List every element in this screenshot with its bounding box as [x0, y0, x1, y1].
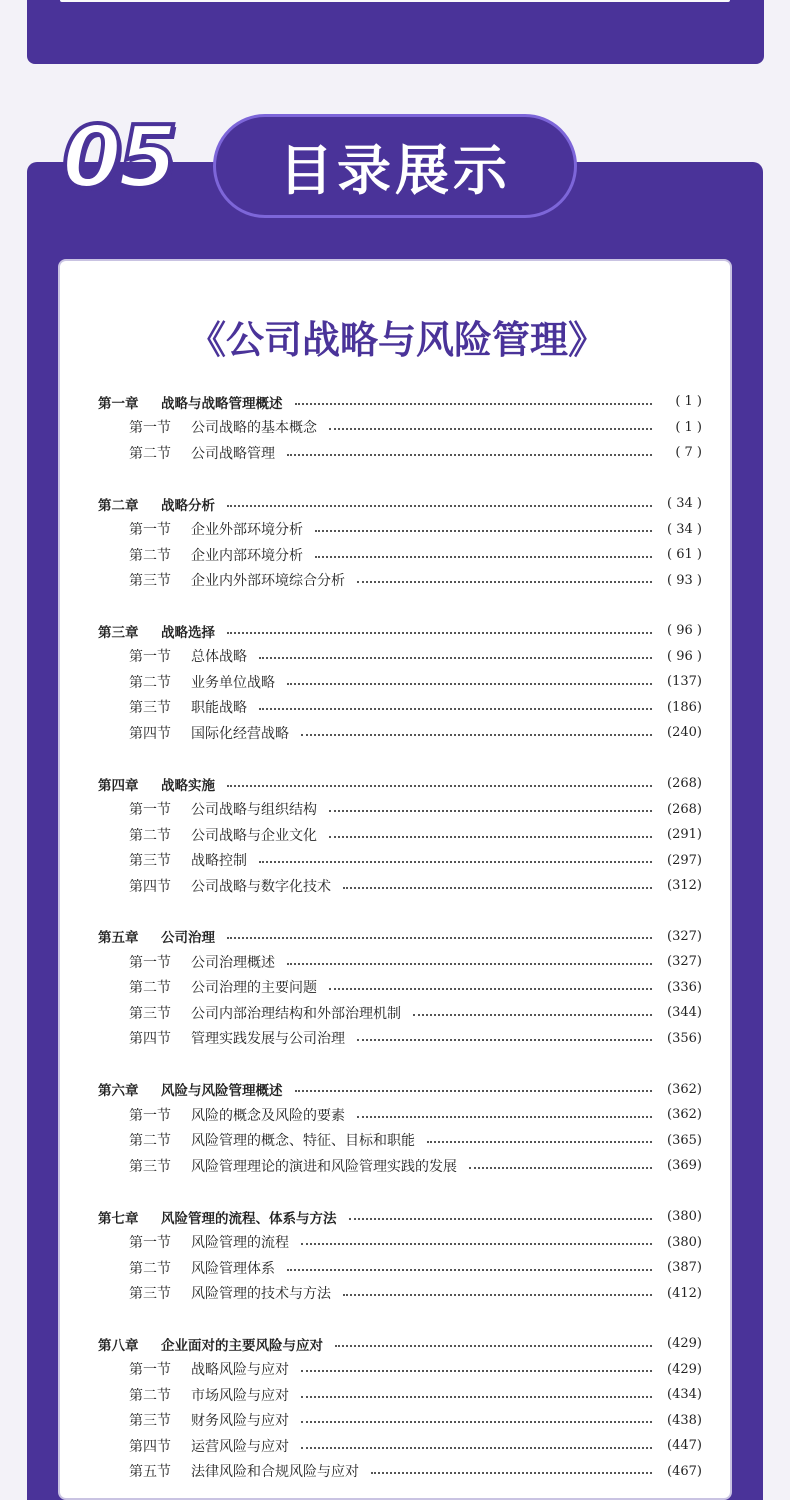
toc-number: 第三节	[129, 1158, 171, 1175]
toc-leader-dots	[227, 505, 652, 507]
section-number: 05	[62, 108, 174, 208]
toc-page: ( 1 )	[675, 419, 702, 435]
toc-leader-dots	[259, 861, 652, 863]
toc-number: 第三节	[129, 573, 171, 590]
toc-page: (434)	[667, 1387, 702, 1403]
section-title: 目录展示	[279, 138, 511, 202]
toc-title: 风险管理的流程、体系与方法	[161, 1210, 337, 1227]
toc-number: 第一节	[129, 1107, 171, 1124]
toc-chapter-row[interactable]	[98, 771, 702, 797]
toc-number: 第五章	[98, 930, 139, 947]
toc-title: 企业内外部环境综合分析	[191, 573, 345, 590]
toc-number: 第二章	[98, 497, 139, 514]
toc-section-row[interactable]	[98, 1459, 702, 1485]
toc-number: 第三节	[129, 1413, 171, 1430]
toc-number: 第三节	[129, 1286, 171, 1303]
toc-leader-dots	[259, 657, 652, 659]
toc-leader-dots	[343, 1294, 652, 1296]
toc-leader-dots	[329, 810, 652, 812]
toc-page: ( 7 )	[675, 445, 702, 461]
toc-section-row[interactable]	[98, 1000, 702, 1026]
toc-section-row[interactable]	[98, 1127, 702, 1153]
toc-title: 企业外部环境分析	[191, 522, 303, 539]
toc-number: 第四章	[98, 777, 139, 794]
toc-section-row[interactable]	[98, 695, 702, 721]
toc-chapter-row[interactable]	[98, 618, 702, 644]
toc-leader-dots	[301, 1396, 652, 1398]
toc-page: ( 96 )	[667, 648, 702, 664]
toc-chapter-row[interactable]	[98, 924, 702, 950]
toc-page: (429)	[667, 1361, 702, 1377]
toc-number: 第一章	[98, 395, 139, 412]
toc-page: (312)	[667, 878, 702, 894]
toc-page: (297)	[667, 852, 702, 868]
toc-leader-dots	[295, 403, 653, 405]
toc-page: (344)	[667, 1005, 702, 1021]
toc-title: 公司治理的主要问题	[191, 980, 317, 997]
toc-section-row[interactable]	[98, 1153, 702, 1179]
toc-number: 第二节	[129, 1260, 171, 1277]
toc-title: 风险管理的概念、特征、目标和职能	[191, 1133, 415, 1150]
toc-number: 第二节	[129, 445, 171, 462]
toc-number: 第四节	[129, 1031, 171, 1048]
toc-leader-dots	[259, 708, 652, 710]
toc-page: (365)	[667, 1132, 702, 1148]
toc-section-row[interactable]	[98, 1382, 702, 1408]
toc-section-row[interactable]	[98, 949, 702, 975]
toc-leader-dots	[349, 1218, 653, 1220]
toc-title: 总体战略	[191, 649, 247, 666]
toc-number: 第二节	[129, 1387, 171, 1404]
toc-section-row[interactable]	[98, 1433, 702, 1459]
toc-title: 业务单位战略	[191, 674, 275, 691]
toc-leader-dots	[301, 734, 652, 736]
toc-title: 市场风险与应对	[191, 1387, 289, 1404]
toc-chapter	[98, 924, 702, 1052]
toc-number: 第三节	[129, 700, 171, 717]
toc-title: 公司治理概述	[191, 954, 275, 971]
toc-number: 第二节	[129, 827, 171, 844]
toc-number: 第五节	[129, 1464, 171, 1481]
toc-number: 第二节	[129, 547, 171, 564]
toc-number: 第二节	[129, 674, 171, 691]
toc-number: 第六章	[98, 1083, 139, 1100]
toc-title: 风险管理的技术与方法	[191, 1286, 331, 1303]
toc-section-row[interactable]	[98, 720, 702, 746]
toc-leader-dots	[469, 1167, 652, 1169]
toc-title: 公司战略管理	[191, 445, 275, 462]
toc-title: 企业面对的主要风险与应对	[161, 1337, 323, 1354]
toc-section-row[interactable]	[98, 1255, 702, 1281]
toc-page: (327)	[667, 954, 702, 970]
toc-chapter-row[interactable]	[98, 389, 702, 415]
toc-page: ( 93 )	[667, 572, 702, 588]
toc-title: 职能战略	[191, 700, 247, 717]
toc-page: ( 34 )	[667, 496, 702, 512]
toc-title: 公司内部治理结构和外部治理机制	[191, 1005, 401, 1022]
toc-page: (369)	[667, 1158, 702, 1174]
toc-leader-dots	[227, 937, 652, 939]
toc-chapter	[98, 389, 702, 466]
toc-number: 第一节	[129, 1235, 171, 1252]
toc-page: (447)	[667, 1438, 702, 1454]
toc-title: 风险与风险管理概述	[161, 1083, 283, 1100]
table-of-contents	[98, 389, 702, 1500]
toc-chapter	[98, 1076, 702, 1178]
toc-section-row[interactable]	[98, 1102, 702, 1128]
toc-title: 公司战略与数字化技术	[191, 878, 331, 895]
toc-leader-dots	[301, 1421, 652, 1423]
toc-leader-dots	[301, 1447, 652, 1449]
book-title: 《公司战略与风险管理》	[187, 318, 606, 362]
toc-number: 第七章	[98, 1210, 139, 1227]
toc-page: (362)	[667, 1081, 702, 1097]
toc-page: (356)	[667, 1030, 702, 1046]
toc-section-row[interactable]	[98, 975, 702, 1001]
toc-page: (186)	[667, 699, 702, 715]
toc-number: 第二节	[129, 980, 171, 997]
content-card	[58, 259, 732, 1500]
toc-title: 风险管理理论的演进和风险管理实践的发展	[191, 1158, 457, 1175]
toc-leader-dots	[287, 454, 652, 456]
toc-page: (467)	[667, 1463, 702, 1479]
toc-page: (268)	[667, 776, 702, 792]
toc-section-row[interactable]	[98, 1026, 702, 1052]
toc-page: (438)	[667, 1412, 702, 1428]
toc-number: 第四节	[129, 1438, 171, 1455]
toc-title: 法律风险和合规风险与应对	[191, 1464, 359, 1481]
toc-chapter-row[interactable]	[98, 1076, 702, 1102]
toc-section-row[interactable]	[98, 1280, 702, 1306]
toc-section-row[interactable]	[98, 822, 702, 848]
toc-title: 管理实践发展与公司治理	[191, 1031, 345, 1048]
toc-page: (268)	[667, 801, 702, 817]
toc-leader-dots	[295, 1090, 653, 1092]
toc-section-row[interactable]	[98, 1408, 702, 1434]
toc-page: ( 1 )	[675, 394, 702, 410]
toc-number: 第四节	[129, 878, 171, 895]
toc-page: (362)	[667, 1107, 702, 1123]
toc-leader-dots	[413, 1014, 652, 1016]
top-banner-strip	[60, 0, 730, 2]
toc-number: 第三节	[129, 1005, 171, 1022]
toc-section-row[interactable]	[98, 1229, 702, 1255]
toc-title: 战略与战略管理概述	[161, 395, 283, 412]
toc-leader-dots	[329, 428, 652, 430]
toc-leader-dots	[357, 1039, 652, 1041]
toc-chapter-row[interactable]	[98, 1204, 702, 1230]
toc-leader-dots	[301, 1243, 652, 1245]
toc-leader-dots	[335, 1345, 652, 1347]
toc-title: 公司战略的基本概念	[191, 420, 317, 437]
toc-title: 财务风险与应对	[191, 1413, 289, 1430]
toc-section-row[interactable]	[98, 796, 702, 822]
toc-page: (429)	[667, 1336, 702, 1352]
toc-number: 第一节	[129, 522, 171, 539]
toc-section-row[interactable]	[98, 440, 702, 466]
toc-leader-dots	[287, 683, 652, 685]
toc-chapter	[98, 491, 702, 593]
toc-number: 第三节	[129, 853, 171, 870]
toc-page: (380)	[667, 1209, 702, 1225]
toc-section-row[interactable]	[98, 1357, 702, 1383]
toc-chapter	[98, 1204, 702, 1306]
toc-page: (240)	[667, 725, 702, 741]
toc-page: (137)	[667, 674, 702, 690]
toc-title: 运营风险与应对	[191, 1438, 289, 1455]
toc-page: ( 96 )	[667, 623, 702, 639]
toc-number: 第一节	[129, 420, 171, 437]
toc-title: 战略分析	[161, 497, 215, 514]
toc-page: (327)	[667, 928, 702, 944]
toc-title: 公司治理	[161, 930, 215, 947]
toc-leader-dots	[301, 1370, 652, 1372]
toc-leader-dots	[427, 1141, 652, 1143]
toc-title: 风险管理体系	[191, 1260, 275, 1277]
toc-chapter	[98, 1331, 702, 1484]
toc-title: 战略控制	[191, 853, 247, 870]
toc-number: 第四节	[129, 725, 171, 742]
toc-section-row[interactable]	[98, 542, 702, 568]
toc-title: 战略风险与应对	[191, 1362, 289, 1379]
toc-page: (387)	[667, 1260, 702, 1276]
toc-leader-dots	[287, 1269, 652, 1271]
top-banner	[27, 0, 764, 64]
toc-chapter-row[interactable]	[98, 491, 702, 517]
toc-leader-dots	[329, 836, 652, 838]
toc-leader-dots	[227, 785, 652, 787]
toc-page: (380)	[667, 1234, 702, 1250]
toc-chapter	[98, 618, 702, 746]
toc-chapter-row[interactable]	[98, 1331, 702, 1357]
toc-number: 第八章	[98, 1337, 139, 1354]
toc-page: ( 34 )	[667, 521, 702, 537]
toc-page: (336)	[667, 979, 702, 995]
toc-leader-dots	[315, 530, 652, 532]
toc-number: 第一节	[129, 1362, 171, 1379]
toc-title: 风险的概念及风险的要素	[191, 1107, 345, 1124]
toc-title: 战略实施	[161, 777, 215, 794]
toc-leader-dots	[371, 1472, 652, 1474]
toc-leader-dots	[343, 887, 652, 889]
toc-section-row[interactable]	[98, 567, 702, 593]
toc-leader-dots	[357, 1116, 652, 1118]
toc-section-row[interactable]	[98, 415, 702, 441]
toc-title: 风险管理的流程	[191, 1235, 289, 1252]
toc-title: 战略选择	[161, 624, 215, 641]
toc-leader-dots	[227, 632, 652, 634]
toc-section-row[interactable]	[98, 873, 702, 899]
toc-number: 第二节	[129, 1133, 171, 1150]
toc-leader-dots	[357, 581, 652, 583]
toc-leader-dots	[287, 963, 652, 965]
toc-page: ( 61 )	[667, 547, 702, 563]
toc-leader-dots	[329, 988, 652, 990]
toc-title: 公司战略与企业文化	[191, 827, 317, 844]
toc-title: 公司战略与组织结构	[191, 802, 317, 819]
section-title-pill	[213, 114, 577, 218]
toc-title: 企业内部环境分析	[191, 547, 303, 564]
toc-section-row[interactable]	[98, 644, 702, 670]
toc-leader-dots	[315, 556, 652, 558]
toc-section-row[interactable]	[98, 847, 702, 873]
toc-number: 第一节	[129, 802, 171, 819]
toc-number: 第一节	[129, 649, 171, 666]
toc-number: 第一节	[129, 954, 171, 971]
toc-number: 第三章	[98, 624, 139, 641]
toc-chapter	[98, 771, 702, 899]
toc-page: (412)	[667, 1285, 702, 1301]
toc-page: (291)	[667, 827, 702, 843]
toc-section-row[interactable]	[98, 516, 702, 542]
toc-section-row[interactable]	[98, 669, 702, 695]
toc-title: 国际化经营战略	[191, 725, 289, 742]
